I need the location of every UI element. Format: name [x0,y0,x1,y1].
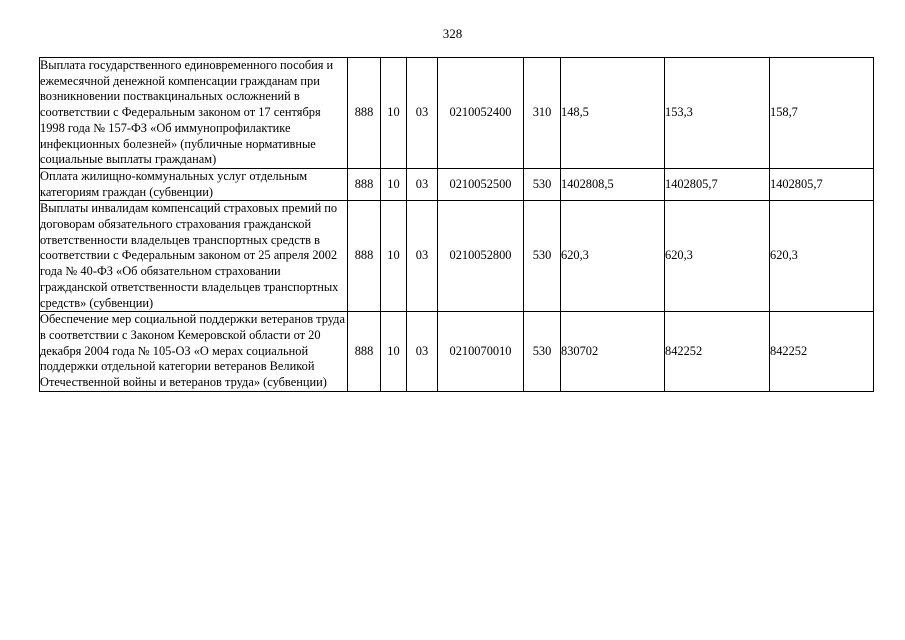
ministry-code: 888 [348,312,381,392]
subsection-code: 03 [407,201,438,312]
target-article-code: 0210052800 [438,201,524,312]
target-article-code: 0210070010 [438,312,524,392]
amount-year-1: 148,5 [561,58,665,169]
section-code: 10 [381,58,407,169]
amount-year-1: 830702 [561,312,665,392]
amount-year-2: 620,3 [665,201,770,312]
target-article-code: 0210052400 [438,58,524,169]
section-code: 10 [381,201,407,312]
expense-description: Оплата жилищно-коммунальных услуг отдельным категориям граждан (субвенции) [40,168,348,200]
amount-year-2: 842252 [665,312,770,392]
ministry-code: 888 [348,201,381,312]
amount-year-1: 620,3 [561,201,665,312]
amount-year-1: 1402808,5 [561,168,665,200]
expense-description: Обеспечение мер социальной поддержки ветеранов труда в соответствии с Законом Кемеровской области от 20 декабря 2004 года № 105-ОЗ «О мерах социальной поддержки отдельной категории ветеранов Великой Отечественной войны и ветеранов труда» (субвенции) [40,312,348,392]
amount-year-3: 620,3 [770,201,874,312]
subsection-code: 03 [407,312,438,392]
ministry-code: 888 [348,58,381,169]
amount-year-3: 158,7 [770,58,874,169]
expense-type-code: 530 [524,201,561,312]
budget-table [39,57,874,392]
expense-description: Выплата государственного единовременного пособия и ежемесячной денежной компенсации гражданам при возникновении поствакцинальных осложнений в соответствии с Федеральным законом от 17 сентября 1998 года № 157-ФЗ «Об иммунопрофилактике инфекционных болезней» (публичные нормативные социальные выплаты гражданам) [40,58,348,169]
subsection-code: 03 [407,168,438,200]
section-code: 10 [381,312,407,392]
ministry-code: 888 [348,168,381,200]
amount-year-2: 1402805,7 [665,168,770,200]
table-row [40,168,874,200]
page-number: 328 [442,26,463,41]
expense-type-code: 310 [524,58,561,169]
amount-year-2: 153,3 [665,58,770,169]
table-row [40,201,874,312]
subsection-code: 03 [407,58,438,169]
expense-type-code: 530 [524,168,561,200]
table-row [40,58,874,169]
expense-description: Выплаты инвалидам компенсаций страховых премий по договорам обязательного страхования гражданской ответственности владельцев транспортных средств в соответствии с Федеральным законом от 25 апреля 2002 года № 40-ФЗ «Об обязательном страховании гражданской ответственности владельцев транспортных средств» (субвенции) [40,201,348,312]
expense-type-code: 530 [524,312,561,392]
section-code: 10 [381,168,407,200]
amount-year-3: 1402805,7 [770,168,874,200]
target-article-code: 0210052500 [438,168,524,200]
amount-year-3: 842252 [770,312,874,392]
table-row [40,312,874,392]
